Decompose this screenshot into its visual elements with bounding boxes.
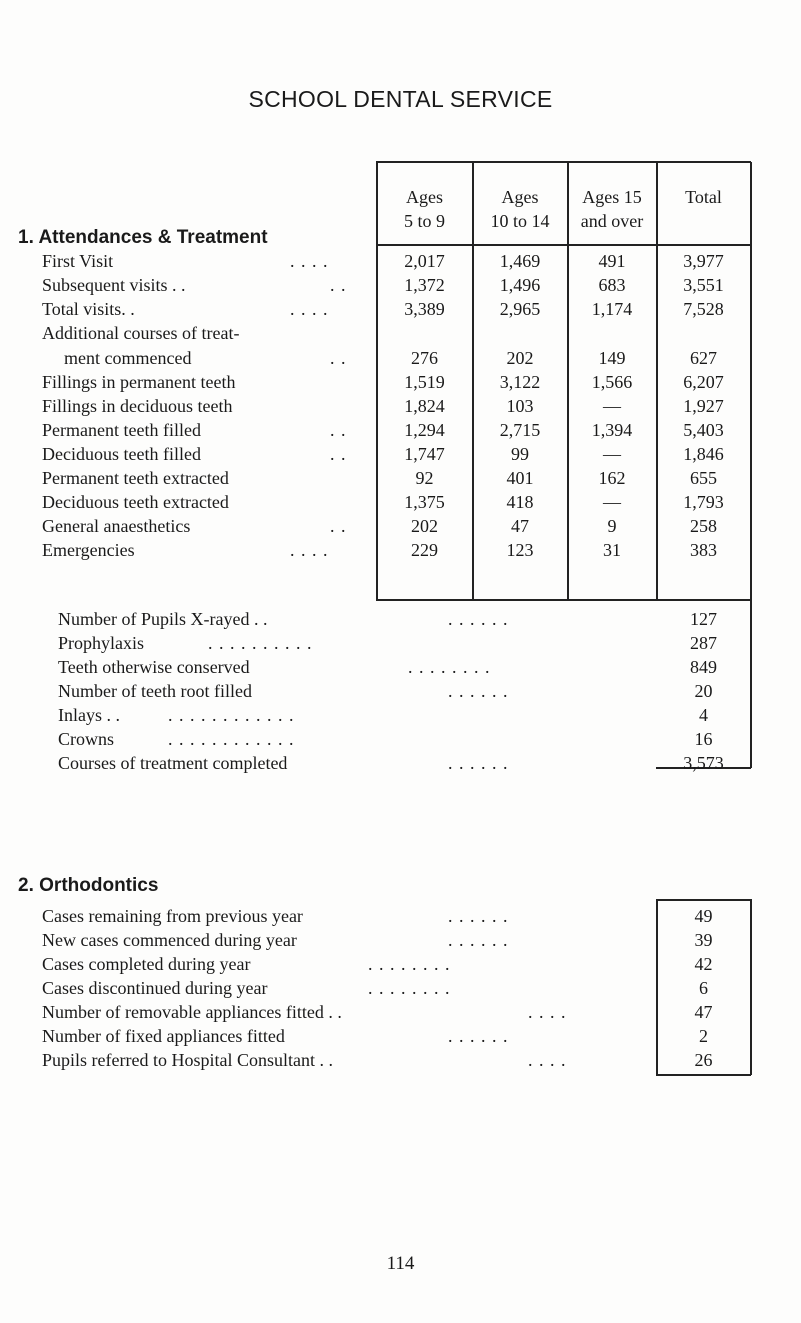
- row-label: Additional courses of treat-: [42, 323, 240, 343]
- orthodontics-label: Cases discontinued during year: [42, 978, 268, 998]
- row-label: Emergencies: [42, 540, 135, 560]
- summary-label: Inlays . .: [58, 705, 120, 725]
- summary-label: Crowns: [58, 729, 115, 749]
- row-label: Permanent teeth filled: [42, 420, 201, 440]
- summary-value: 20: [694, 681, 713, 701]
- cell-total: 1,793: [683, 492, 724, 512]
- cell-ages-15-over: —: [603, 492, 621, 512]
- cell-ages-15-over: 1,394: [591, 420, 633, 440]
- leader-dots: . . . .: [528, 1050, 567, 1070]
- page-number: 114: [386, 1253, 415, 1274]
- leader-dots: . .: [330, 516, 347, 536]
- orthodontics-label: Cases remaining from previous year: [42, 906, 303, 926]
- orthodontics-value: 2: [699, 1026, 708, 1046]
- cell-ages-5-9: 1,519: [404, 372, 445, 392]
- row-label: General anaesthetics: [42, 516, 191, 536]
- summary-value: 4: [699, 705, 708, 725]
- row-label: ment commenced: [64, 348, 192, 368]
- cell-ages-15-over: 162: [598, 468, 626, 488]
- orthodontics-value: 42: [694, 954, 713, 974]
- cell-ages-10-14: 2,965: [499, 299, 541, 319]
- cell-ages-15-over: 31: [603, 540, 621, 560]
- row-label: Permanent teeth extracted: [42, 468, 229, 488]
- cell-ages-5-9: 276: [411, 348, 438, 368]
- orthodontics-label: Cases completed during year: [42, 954, 251, 974]
- leader-dots: . .: [330, 444, 347, 464]
- cell-ages-5-9: 1,824: [404, 396, 445, 416]
- orthodontics-label: Pupils referred to Hospital Consultant . .: [42, 1050, 333, 1070]
- cell-ages-15-over: 1,174: [591, 299, 633, 319]
- cell-ages-10-14: 2,715: [499, 420, 541, 440]
- summary-value: 849: [690, 657, 717, 677]
- cell-total: 3,551: [683, 275, 724, 295]
- cell-ages-10-14: 3,122: [499, 372, 541, 392]
- orthodontics-label: Number of removable appliances fitted . .: [42, 1002, 342, 1022]
- row-label: Deciduous teeth filled: [42, 444, 201, 464]
- leader-dots: . .: [330, 348, 347, 368]
- leader-dots: . . . .: [290, 251, 329, 271]
- cell-ages-5-9: 3,389: [404, 299, 445, 319]
- cell-total: 5,403: [683, 420, 724, 440]
- summary-value: 3,573: [683, 753, 724, 773]
- column-header-ages-15-over: Ages 15 and over: [580, 187, 644, 231]
- section-2-title: Orthodontics: [39, 875, 159, 896]
- cell-ages-5-9: 229: [411, 540, 438, 560]
- leader-dots: . . . .: [528, 1002, 567, 1022]
- cell-ages-5-9: 92: [415, 468, 434, 488]
- leader-dots: . . . . . . . . . .: [208, 633, 313, 653]
- row-label: Deciduous teeth extracted: [42, 492, 229, 512]
- cell-ages-10-14: 123: [506, 540, 534, 560]
- cell-ages-5-9: 2,017: [404, 251, 445, 271]
- orthodontics-label: Number of fixed appliances fitted: [42, 1026, 285, 1046]
- summary-label: Number of teeth root filled: [58, 681, 252, 701]
- cell-ages-15-over: —: [603, 444, 621, 464]
- leader-dots: . . . . . . . .: [368, 954, 451, 974]
- cell-total: 6,207: [683, 372, 724, 392]
- cell-ages-10-14: 202: [506, 348, 534, 368]
- cell-ages-5-9: 1,372: [404, 275, 445, 295]
- summary-label: Courses of treatment completed: [58, 753, 288, 773]
- row-label: Fillings in permanent teeth: [42, 372, 236, 392]
- cell-total: 3,977: [683, 251, 724, 271]
- orthodontics-value: 26: [694, 1050, 713, 1070]
- leader-dots: . .: [330, 275, 347, 295]
- page-title: SCHOOL DENTAL SERVICE: [248, 86, 553, 112]
- cell-ages-15-over: 149: [598, 348, 626, 368]
- leader-dots: . . . . . . . . . . . .: [168, 729, 295, 749]
- cell-total: 1,927: [683, 396, 724, 416]
- orthodontics-label: New cases commenced during year: [42, 930, 297, 950]
- section-1-number: 1.: [18, 227, 34, 248]
- column-header-ages-10-14: Ages 10 to 14: [490, 187, 550, 231]
- leader-dots: . . . . . .: [448, 681, 509, 701]
- cell-total: 258: [690, 516, 717, 536]
- row-label: Fillings in deciduous teeth: [42, 396, 233, 416]
- cell-ages-10-14: 99: [511, 444, 529, 464]
- cell-ages-5-9: 1,294: [404, 420, 445, 440]
- cell-ages-5-9: 202: [411, 516, 438, 536]
- leader-dots: . . . . . .: [448, 609, 509, 629]
- column-header-total: Total: [685, 187, 722, 207]
- cell-total: 627: [690, 348, 717, 368]
- orthodontics-value: 39: [694, 930, 713, 950]
- cell-total: 7,528: [683, 299, 724, 319]
- orthodontics-value: 6: [699, 978, 708, 998]
- cell-ages-10-14: 401: [506, 468, 534, 488]
- leader-dots: . . . .: [290, 299, 329, 319]
- cell-ages-15-over: —: [603, 396, 621, 416]
- row-label: First Visit: [42, 251, 114, 271]
- leader-dots: . . . . . .: [448, 1026, 509, 1046]
- cell-ages-15-over: 683: [598, 275, 626, 295]
- cell-ages-10-14: 103: [506, 396, 534, 416]
- cell-total: 383: [690, 540, 717, 560]
- section-1-heading: [18, 227, 268, 249]
- section-2-number: 2.: [18, 875, 34, 896]
- leader-dots: . . . . . .: [448, 930, 509, 950]
- cell-total: 655: [690, 468, 717, 488]
- orthodontics-value: 47: [694, 1002, 713, 1022]
- cell-ages-10-14: 1,469: [499, 251, 541, 271]
- cell-ages-15-over: 9: [607, 516, 617, 536]
- cell-ages-5-9: 1,747: [404, 444, 445, 464]
- leader-dots: . . . . . .: [448, 753, 509, 773]
- row-label: Subsequent visits . .: [42, 275, 186, 295]
- summary-label: Teeth otherwise conserved: [58, 657, 250, 677]
- leader-dots: . . . .: [290, 540, 329, 560]
- cell-ages-10-14: 47: [511, 516, 529, 536]
- leader-dots: . . . . . . . . . . . .: [168, 705, 295, 725]
- cell-ages-15-over: 1,566: [591, 372, 633, 392]
- row-label: Total visits. .: [42, 299, 135, 319]
- cell-ages-5-9: 1,375: [404, 492, 445, 512]
- cell-ages-10-14: 418: [506, 492, 534, 512]
- leader-dots: . . . . . .: [448, 906, 509, 926]
- column-header-ages-5-9: Ages 5 to 9: [403, 187, 445, 231]
- summary-value: 16: [694, 729, 713, 749]
- summary-value: 287: [690, 633, 717, 653]
- cell-ages-15-over: 491: [598, 251, 626, 271]
- section-1-title: Attendances & Treatment: [38, 227, 268, 248]
- leader-dots: . . . . . . . .: [408, 657, 491, 677]
- cell-total: 1,846: [683, 444, 724, 464]
- cell-ages-10-14: 1,496: [499, 275, 541, 295]
- summary-label: Number of Pupils X-rayed . .: [58, 609, 268, 629]
- summary-value: 127: [690, 609, 717, 629]
- section-2-heading: [18, 875, 158, 897]
- orthodontics-value: 49: [694, 906, 713, 926]
- summary-label: Prophylaxis: [58, 633, 145, 653]
- leader-dots: . . . . . . . .: [368, 978, 451, 998]
- leader-dots: . .: [330, 420, 347, 440]
